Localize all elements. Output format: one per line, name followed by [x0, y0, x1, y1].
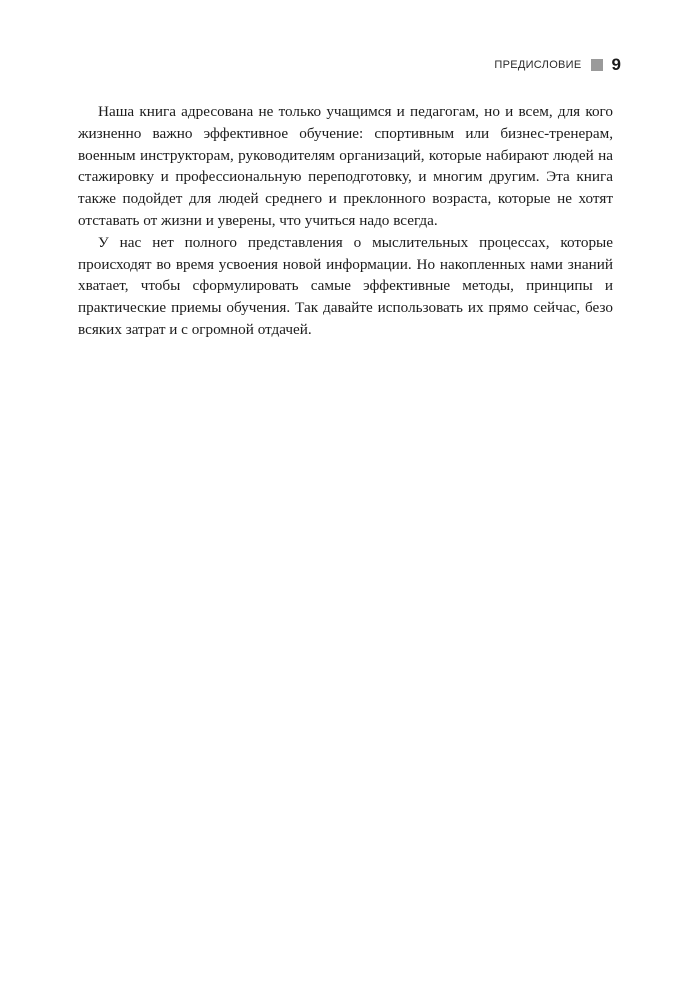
header-square-marker — [591, 59, 603, 71]
body-text — [78, 101, 613, 341]
section-title: ПРЕДИСЛОВИЕ — [494, 59, 582, 71]
paragraph: Наша книга адресована не только учащимся и педагогам, но и всем, для кого жизненно важно эффективное обучение: спортивным или бизнес-тренерам, военным инструкторам, руководителям организаций, которые набирают людей на стажировку и профессиональную переподготовку, и многим другим. Эта книга также подойдет для людей среднего и преклонного возраста, которые не хотят отставать от жизни и уверены, что учиться надо всегда. — [78, 103, 613, 229]
paragraph: У нас нет полного представления о мыслительных процессах, которые происходят во время усвоения новой информации. Но накопленных нами знаний хватает, чтобы сформулировать самые эффективные методы, принципы и практические приемы обучения. Так давайте использовать их прямо сейчас, безо всяких затрат и с огромной отдачей. — [78, 233, 613, 338]
page-number: 9 — [611, 55, 621, 74]
running-header — [494, 55, 621, 75]
